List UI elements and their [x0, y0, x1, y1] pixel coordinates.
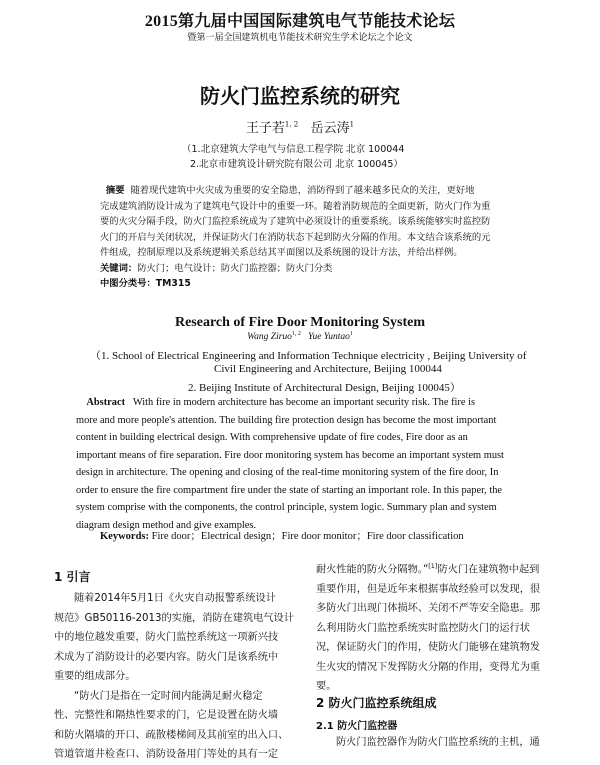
body-line: “防火门是指在一定时间内能满足耐火稳定: [74, 690, 263, 702]
subsection-2-1-heading: 2.1 防火门监控器: [316, 721, 398, 732]
body-line: 么利用防火门监控系统实时监控防火门的运行状: [316, 622, 530, 634]
abstract-cn-line: 火门的开启与关闭状况，并保证防火门在消防状态下起到防火分隔的作用。本文结合该系统的元: [100, 231, 491, 243]
conference-subtitle: 暨第一届全国建筑机电节能技术研究生学术论坛之个论文: [187, 33, 413, 43]
body-line: 中的地位越发重要，防火门监控系统这一项新兴技: [54, 632, 279, 643]
body-line: 重要的组成部分。: [54, 671, 136, 682]
affiliation-cn-2: 2.北京市建筑设计研究院有限公司 北京 100045）: [190, 159, 403, 170]
authors-cn: [0, 117, 600, 136]
abstract-cn-line: 摘要 随着现代建筑中火灾成为重要的安全隐患，消防得到了越来越多民众的关注，更好地: [105, 185, 475, 196]
keywords-en-label: Keywords:: [100, 531, 149, 542]
body-line: 生火灾的情况下发挥防火分隔的作用，变得尤为重: [316, 661, 541, 673]
body-line: 管道管道井检查口、消防设备用门等处的具有一定: [54, 749, 279, 760]
affiliation-en-2: Civil Engineering and Architecture, Beijing 100044: [214, 363, 442, 375]
body-line: 耐火性能的防火分隔物。”[1]防火门在建筑物中起到: [316, 562, 540, 576]
author-name: 岳云涛: [310, 121, 350, 136]
body-line: 术成为了消防设计的必要内容。防火门是该系统中: [54, 651, 279, 663]
citation-ref: [1]: [428, 562, 438, 570]
body-line: 性、完整性和隔热性要求的门，它是设置在防火墙: [54, 710, 279, 721]
abstract-cn-label: 摘要: [105, 185, 125, 196]
abstract-en-line: important means of fire separation. Fire door monitoring system has become an important system must: [76, 449, 504, 461]
authors-en: [0, 331, 600, 342]
body-line: 和防火隔墙的开口、疏散楼梯间及其前室的出入口、: [54, 729, 289, 741]
affiliation-cn-1: （1.北京建筑大学电气与信息工程学院 北京 100044: [182, 144, 405, 155]
conference-title: 2015第九届中国国际建筑电气节能技术论坛: [144, 13, 456, 30]
paper-title-en: Research of Fire Door Monitoring System: [174, 315, 425, 330]
abstract-en-line: design in architecture. The opening and closing of the real-time monitoring system of the fire door, In: [76, 467, 499, 478]
abstract-cn-line: 要的火灾分隔手段，防火门监控系统成为了建筑中必须设计的重要系统。该系统能够实时监控防: [100, 216, 491, 227]
abstract-en-line: Abstract With fire in modern architecture has become an important security risk. The fire is: [86, 397, 476, 408]
body-line: 规范》GB50116-2013的实施，消防在建筑电气设计: [54, 612, 294, 624]
author-sup-en: 1, 2: [291, 331, 301, 337]
author-name-en: Yue Yuntao: [308, 332, 350, 343]
abstract-en-line: system comprise with the components, the control principle, system logic. Summary plan and system: [76, 502, 497, 513]
abstract-en: [76, 394, 531, 534]
body-line: 随着2014年5月1日《火灾自动报警系统设计: [74, 593, 276, 604]
affiliation-en-3: 2. Beijing Institute of Architectural Design, Beijing 100045）: [188, 382, 461, 394]
author-sup-en: 1: [349, 331, 353, 337]
body-line: 多防火门出现门体损坏、关闭不严等安全隐患。那: [316, 603, 541, 615]
body-line: 况，保证防火门的作用，使防火门能够在建筑物发: [316, 642, 541, 654]
abstract-cn: [100, 183, 510, 292]
author-sup: 1: [349, 120, 355, 129]
author-sup: 1, 2: [284, 120, 299, 129]
abstract-cn-line: 完成建筑消防设计成为了建筑电气设计中的重要一环。随着消防规范的全面更新，防火门作为重: [100, 200, 491, 212]
paper-title-cn: 防火门监控系统的研究: [200, 84, 400, 108]
body-line: 重要作用，但是近年来根据事故经验可以发现，很: [316, 583, 541, 595]
abstract-en-line: more and more people's attention. The building fire protection design has become the most important: [76, 414, 497, 426]
abstract-en-line: order to ensure the fire compartment fire under the state of starting an important role. In this paper, the: [76, 484, 503, 496]
abstract-cn-line: 件组成，控制原理以及系统逻辑关系总结其平面图以及系统图的设计方法，并给出样例。: [100, 247, 463, 258]
abstract-en-line: content in building electrical design. With comprehensive update of fire codes, Fire door as an: [76, 432, 468, 443]
abstract-en-label: Abstract: [86, 397, 126, 408]
section-1-heading: 1 引言: [54, 570, 91, 584]
classification-cn: 中图分类号：TM315: [100, 278, 191, 289]
body-left-column: [54, 589, 306, 765]
affiliation-en-1: （1. School of Electrical Engineering and Information Technique electricity , Beijing University of: [90, 350, 527, 362]
author-name: 王子若: [245, 121, 285, 136]
keywords-en-text: Fire door；Electrical design；Fire door monitor；Fire door classification: [151, 531, 464, 542]
body-line: 要。: [316, 681, 337, 693]
section-2-heading: 2 防火门监控系统组成: [316, 696, 437, 710]
body-right-column: [316, 557, 561, 697]
body-line: 防火门监控器作为防火门监控系统的主机，通: [336, 737, 540, 748]
keywords-cn: 关键词：防火门；电气设计；防火门监控器；防火门分类: [100, 262, 333, 274]
abstract-en-line: diagram design method and give examples.: [76, 519, 257, 531]
author-name-en: Wang Ziruo: [247, 332, 292, 343]
keywords-en: [100, 528, 464, 543]
